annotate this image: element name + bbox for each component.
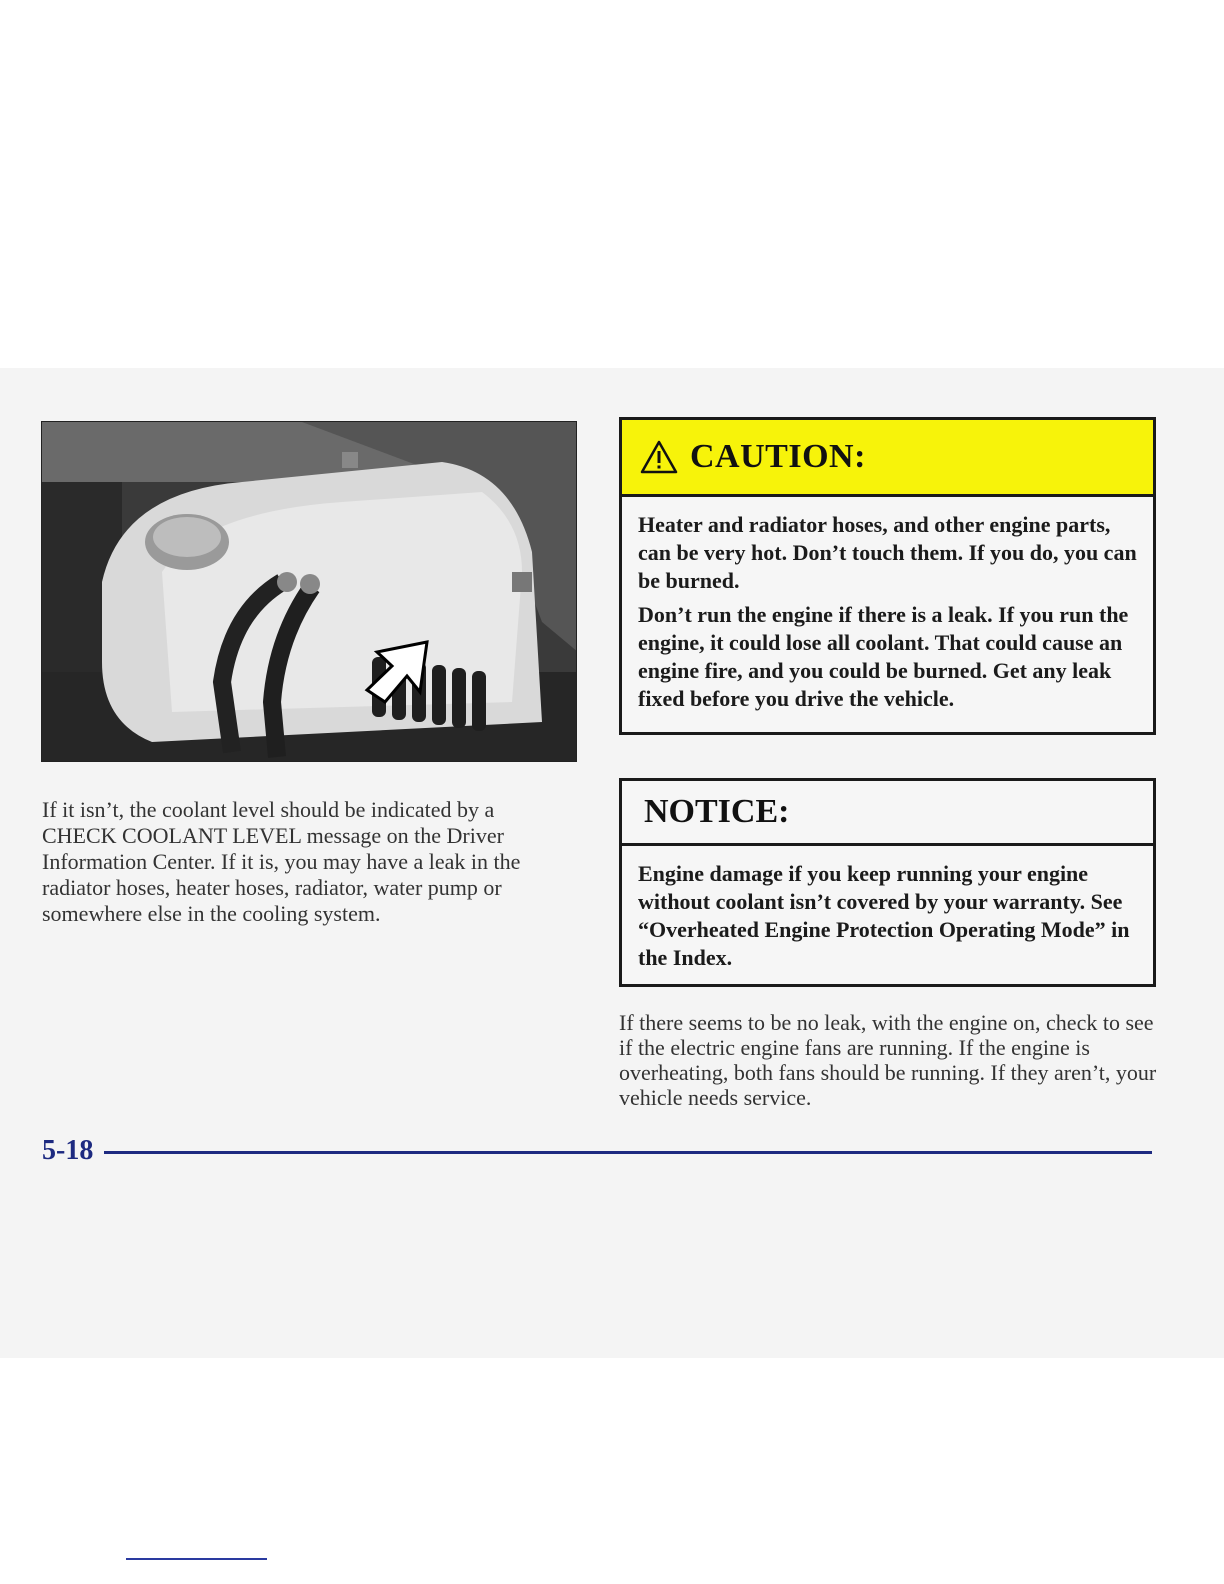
notice-title: NOTICE: bbox=[644, 793, 790, 830]
notice-paragraph: Engine damage if you keep running your engine without coolant isn’t covered by your warranty. See “Overheated Engine Protection Operating Mode” in the Index. bbox=[638, 861, 1130, 970]
caution-header bbox=[622, 420, 1153, 497]
left-paragraph: If it isn’t, the coolant level should be indicated by a CHECK COOLANT LEVEL message on the Driver Information Center. If it is, you may have a leak in the radiator hoses, heater hoses, radiator, water pump or somewhere else in the cooling system. bbox=[42, 797, 521, 926]
bottom-link-underline bbox=[126, 1558, 267, 1560]
notice-body bbox=[622, 846, 1153, 972]
warning-triangle-icon bbox=[640, 440, 678, 474]
caution-paragraph: Don’t run the engine if there is a leak. If you run the engine, it could lose all coolant. That could cause an engine fire, and you could be burned. Get any leak fixed before you drive the vehicle. bbox=[638, 602, 1129, 711]
notice-box bbox=[619, 778, 1156, 987]
caution-box bbox=[619, 417, 1156, 735]
page-number: 5-18 bbox=[42, 1135, 94, 1166]
notice-header bbox=[622, 781, 1153, 846]
coolant-reservoir-photo bbox=[41, 421, 577, 762]
right-paragraph: If there seems to be no leak, with the engine on, check to see if the electric engine fans are running. If the engine is overheating, both fans should be running. If they aren’t, your vehicle needs service. bbox=[619, 1010, 1157, 1110]
engine-bay-illustration bbox=[42, 422, 577, 762]
caution-body bbox=[622, 497, 1153, 713]
footer-rule bbox=[104, 1151, 1152, 1154]
caution-title: CAUTION: bbox=[690, 438, 866, 475]
caution-paragraph: Heater and radiator hoses, and other engine parts, can be very hot. Don’t touch them. If you do, you can be burned. bbox=[638, 512, 1137, 593]
